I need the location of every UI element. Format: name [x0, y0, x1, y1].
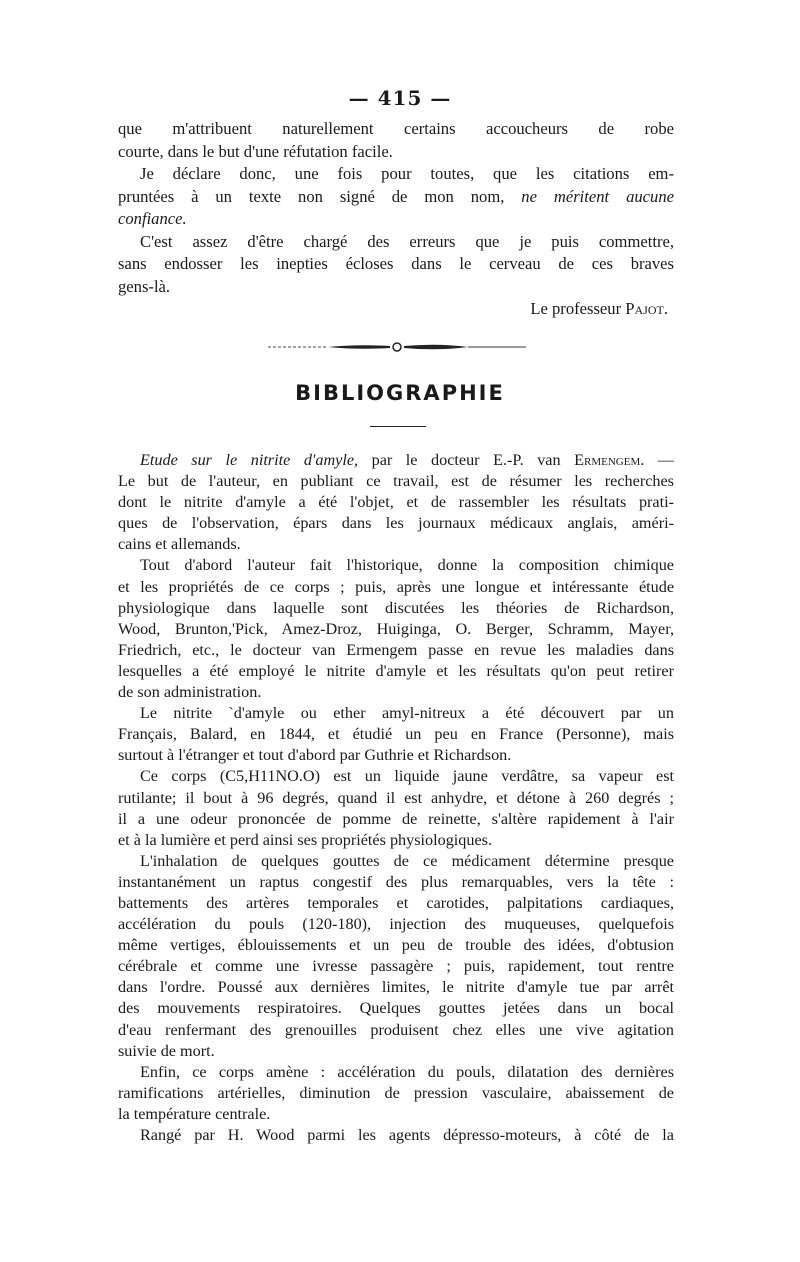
text-line: Le nitrite `d'amyle ou ether amyl-nitreux a été découvert par un: [140, 704, 674, 723]
text-line: Français, Balard, en 1844, et étudié un peu en France (Personne), mais: [118, 725, 674, 744]
text-line: de son administration.: [118, 683, 262, 702]
bibliography-text: [118, 450, 674, 1146]
text-line: Enfin, ce corps amène : accélération du pouls, dilatation des dernières: [140, 1062, 674, 1081]
letter-text: [118, 118, 674, 321]
text-line: dans l'ordre. Poussé aux dernières limites, le nitrite d'amyle tue par arrêt: [118, 978, 674, 997]
entry-author: Ermengem.: [574, 451, 645, 469]
text-line: suivie de mort.: [118, 1041, 215, 1060]
italic-phrase: ne méritent aucune: [521, 186, 674, 206]
text-line: courte, dans le but d'une réfutation facile.: [118, 141, 393, 161]
text-line: Rangé par H. Wood parmi les agents dépresso-moteurs, à côté de la: [140, 1126, 674, 1144]
text-line: même vertiges, éblouissements et un peu de trouble des idées, d'obtusion: [118, 936, 674, 955]
entry-title-rest: par le docteur E.-P. van: [358, 451, 575, 469]
text-line: battements des artères temporales et carotides, palpitations cardiaques,: [118, 893, 674, 912]
text-line: ramifications artérielles, diminution de pression vasculaire, abaissement de: [118, 1083, 674, 1102]
text-line: surtout à l'étranger et tout d'abord par Guthrie et Richardson.: [118, 746, 512, 765]
text-line: Tout d'abord l'auteur fait l'historique, donne la composition chimique: [140, 556, 674, 575]
text-fragment: pruntées à un texte non signé de mon nom,: [118, 186, 522, 206]
text-line: la température centrale.: [118, 1104, 271, 1123]
signature-name: Pajot.: [625, 299, 668, 318]
text-line: des mouvements respiratoires. Quelques gouttes jetées dans un bocal: [118, 999, 674, 1018]
text-line: C'est assez d'être chargé des erreurs que je puis commettre,: [140, 231, 674, 251]
text-line: Wood, Brunton,'Pick, Amez-Droz, Huiginga, O. Berger, Schramm, Mayer,: [118, 619, 674, 638]
text-line: cérébrale et comme une ivresse passagère ; puis, rapidement, tout rentre: [118, 957, 674, 976]
text-line: rutilante; il bout à 96 degrés, quand il est anhydre, et détone à 260 degrés ;: [118, 788, 674, 807]
text-line: il a une odeur prononcée de pomme de reinette, s'altère rapidement à l'air: [118, 809, 674, 828]
text-line: Je déclare donc, une fois pour toutes, que les citations em-: [140, 164, 674, 183]
text-line: gens-là.: [118, 276, 171, 296]
text-line: physiologique dans laquelle sont discutées les théories de Richardson,: [118, 598, 674, 617]
text-line: confiance.: [118, 209, 187, 228]
text-line: Ce corps (C5,H11NO.O) est un liquide jaune verdâtre, sa vapeur est: [140, 767, 674, 786]
section-heading: BIBLIOGRAPHIE: [295, 381, 505, 405]
text-line: Le but de l'auteur, en publiant ce travail, est de résumer les recherches: [118, 472, 674, 491]
signature-prefix: Le professeur: [530, 299, 626, 318]
text-line: dont le nitrite d'amyle a été l'objet, et de rassembler les résultats prati-: [118, 493, 674, 512]
heading-rule: [370, 426, 426, 427]
text-line: lesquelles a été employé le nitrite d'amyle et les résultats qu'on peut retirer: [118, 661, 674, 680]
page-number: — 415 —: [348, 86, 452, 110]
text-line: L'inhalation de quelques gouttes de ce médicament détermine presque: [140, 851, 674, 870]
entry-title-line: [118, 450, 674, 471]
text-line: instantanément un raptus congestif des plus remarquables, vers la tête :: [118, 872, 674, 891]
text-line: que m'attribuent naturellement certains accoucheurs de robe: [118, 119, 674, 138]
entry-dash: —: [644, 451, 674, 469]
text-line: d'eau renfermant des grenouilles produisent chez elles une vive agitation: [118, 1020, 674, 1039]
signature: [118, 298, 674, 321]
text-line: Friedrich, etc., le docteur van Ermengem passe en revue les maladies dans: [118, 640, 674, 659]
ornamental-divider: [268, 340, 526, 354]
text-line: ques de l'observation, épars dans les journaux médicaux anglais, améri-: [118, 514, 674, 533]
text-line: accélération du pouls (120-180), injection des muqueuses, quelquefois: [118, 915, 674, 934]
text-line: et à la lumière et perd ainsi ses propriétés physiologiques.: [118, 830, 493, 849]
text-line: et les propriétés de ce corps ; puis, après une longue et intéressante étude: [118, 577, 674, 596]
entry-title: Etude sur le nitrite d'amyle,: [140, 451, 359, 469]
text-line: cains et allemands.: [118, 535, 241, 554]
text-line: sans endosser les inepties écloses dans le cerveau de ces braves: [118, 254, 674, 273]
text-line: [118, 186, 674, 209]
